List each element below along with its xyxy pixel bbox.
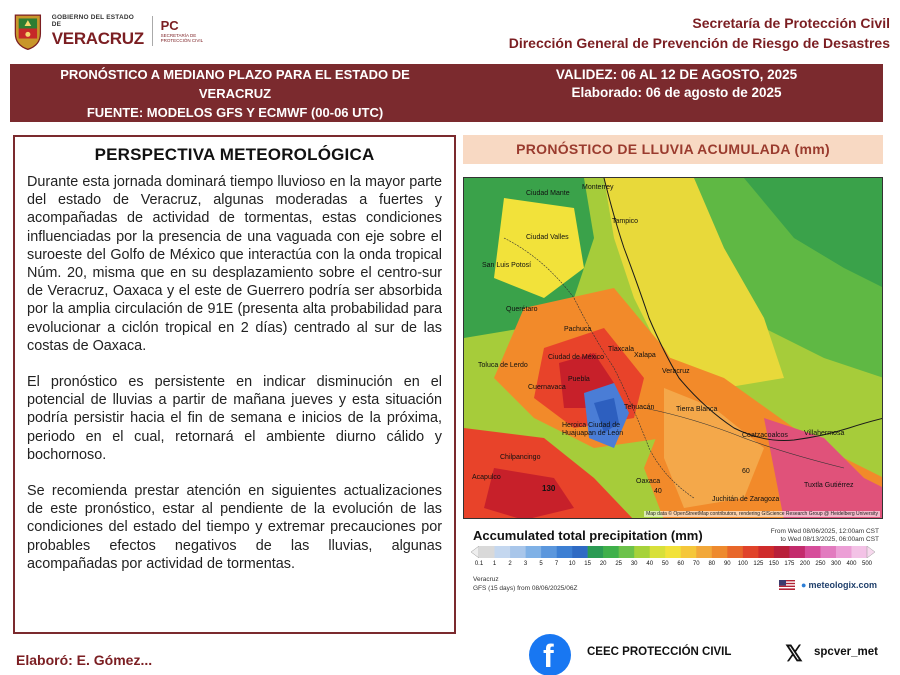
banner-line2: VERACRUZ xyxy=(198,86,272,101)
map-label-oaxaca: Oaxaca xyxy=(636,478,661,485)
map-value-130: 130 xyxy=(542,484,556,493)
map-value-60: 60 xyxy=(742,468,750,475)
map-label-cdmx: Ciudad de México xyxy=(548,354,605,361)
logo-divider xyxy=(152,16,153,46)
precipitation-scale xyxy=(463,520,883,620)
banner-left xyxy=(10,64,460,122)
scale-tick-label: 7 xyxy=(554,561,559,567)
scale-to-date: to Wed 08/13/2025, 06:00am CST xyxy=(780,536,879,543)
map-value-40: 40 xyxy=(654,488,662,495)
scale-color-swatch xyxy=(681,546,697,558)
scale-color-swatch xyxy=(789,546,805,558)
map-label-juchitan: Juchitán de Zaragoza xyxy=(712,496,780,503)
map-label-coatzacoalcos: Coatzacoalcos xyxy=(742,432,788,439)
map-label-tampico: Tampico xyxy=(612,218,639,225)
scale-tick-label: 70 xyxy=(692,561,700,567)
gov-main-text: VERACRUZ xyxy=(51,29,144,48)
scale-tick-label: 60 xyxy=(677,561,685,567)
perspectiva-paragraph-1: Durante esta jornada dominará tiempo lluvioso en la mayor parte del estado de Veracruz, algunas moderadas a fuertes y acompañadas de actividad de tormentas, estas condiciones influenciadas por la presencia de una vaguada con eje sobre el suroeste del Golfo de México que interactúa con la onda tropical Núm. 20, misma que en su desplazamiento sobre el centro-sur de Veracruz, Oaxaca y el este de Guerrero podría ser absorbida por la amplia circulación de 91E (presenta alta probabilidad para evolucionar a ciclón tropical en 2 días) centrado al sur de las costas de Oaxaca. xyxy=(27,174,442,354)
banner-right xyxy=(470,64,883,122)
map-label-xalapa: Xalapa xyxy=(634,352,656,359)
scale-color-swatch xyxy=(851,546,867,558)
us-flag-icon xyxy=(779,580,795,590)
scale-color-swatch xyxy=(650,546,666,558)
scale-tick-label: 100 xyxy=(737,561,748,567)
facebook-label[interactable]: CEEC PROTECCIÓN CIVIL xyxy=(587,646,732,658)
forecast-banner xyxy=(10,64,883,122)
scale-color-swatch xyxy=(743,546,759,558)
map-label-veracruz: Veracruz xyxy=(662,368,690,375)
secretaria-name: Secretaría de Protección Civil xyxy=(692,15,890,31)
banner-line3: FUENTE: MODELOS GFS Y ECMWF (00-06 UTC) xyxy=(86,105,384,120)
scale-tick-label: 90 xyxy=(723,561,731,567)
veracruz-shield-icon xyxy=(12,8,44,54)
x-handle-label[interactable]: spcver_met xyxy=(814,646,878,658)
elaboro-text: Elaboró: E. Gómez... xyxy=(16,652,153,668)
scale-from-date: From Wed 08/06/2025, 12:00am CST xyxy=(770,528,879,535)
map-label-acapulco: Acapulco xyxy=(472,474,501,481)
scale-tick-label: 400 xyxy=(846,561,857,567)
scale-color-swatch xyxy=(588,546,604,558)
meteologix-brand xyxy=(779,580,877,590)
scale-tick-label: 50 xyxy=(661,561,669,567)
perspectiva-paragraph-2: El pronóstico es persistente en indicar disminución en el potencial de lluvias a partir de mañana jueves y esta situación podría persistir hacia el fin de semana e inicios de la próxima, periodo en el cual, retornará el ambiente diurno cálido y bochornoso. xyxy=(27,374,442,463)
map-attribution: Map data © OpenStreetMap contributors, rendering GIScience Research Group @ Heidelberg University xyxy=(646,511,878,517)
map-label-monterrey: Monterrey xyxy=(582,184,614,191)
meteologix-text: meteologix.com xyxy=(808,580,877,590)
elaborado-text: Elaborado: 06 de agosto de 2025 xyxy=(571,85,782,100)
scale-color-swatch xyxy=(712,546,728,558)
perspectiva-paragraph-3: Se recomienda prestar atención en siguientes actualizaciones de este pronóstico, estar al pendiente de la evolución de las condiciones del estado del tiempo y extremar precauciones por probables efectos negativos de las lluvias, algunas acompañadas por actividad de tormentas. xyxy=(27,483,442,572)
scale-color-swatch xyxy=(696,546,712,558)
map-label-pachuca: Pachuca xyxy=(564,326,592,333)
scale-color-swatch xyxy=(526,546,542,558)
scale-tick-label: 175 xyxy=(784,561,795,567)
perspectiva-panel xyxy=(13,135,456,634)
scale-tick-label: 40 xyxy=(646,561,654,567)
secretaria-title xyxy=(509,13,890,53)
scale-color-swatch xyxy=(758,546,774,558)
scale-color-swatch xyxy=(805,546,821,558)
scale-model: GFS (15 days) from 08/06/2025/06Z xyxy=(473,585,578,592)
banner-line1: PRONÓSTICO A MEDIANO PLAZO PARA EL ESTADO DE xyxy=(60,67,410,82)
gov-top-text: GOBIERNO DEL ESTADO DE xyxy=(51,14,135,28)
perspectiva-title: PERSPECTIVA METEOROLÓGICA xyxy=(94,145,375,164)
scale-color-swatch xyxy=(572,546,588,558)
scale-color-swatch xyxy=(727,546,743,558)
scale-tick-label: 5 xyxy=(539,561,543,567)
scale-footer xyxy=(473,575,577,593)
pc-logo-subtext: SECRETARÍA DE PROTECCIÓN CIVIL xyxy=(160,33,204,43)
scale-arrow-right xyxy=(867,546,875,558)
scale-ticks xyxy=(471,561,875,571)
scale-color-swatch xyxy=(557,546,573,558)
scale-tick-label: 15 xyxy=(584,561,591,567)
map-label-tehuacan: Tehuacán xyxy=(624,404,655,411)
scale-color-swatch xyxy=(479,546,495,558)
scale-tick-label: 150 xyxy=(768,561,779,567)
scale-tick-label: 20 xyxy=(599,561,607,567)
scale-color-swatch xyxy=(541,546,557,558)
facebook-icon[interactable]: f xyxy=(529,634,571,675)
map-label-puebla: Puebla xyxy=(568,376,590,383)
map-label-toluca: Toluca de Lerdo xyxy=(478,362,528,369)
scale-arrow-left xyxy=(471,546,479,558)
scale-tick-label: 0.1 xyxy=(474,561,484,567)
scale-tick-label: 25 xyxy=(615,561,623,567)
scale-color-bar xyxy=(471,546,875,558)
direccion-name: Dirección General de Prevención de Riesgo de Desastres xyxy=(508,35,890,51)
map-label-cuernavaca: Cuernavaca xyxy=(528,384,566,391)
scale-tick-label: 30 xyxy=(630,561,638,567)
map-label-chilpancingo: Chilpancingo xyxy=(500,454,541,461)
government-logo xyxy=(12,6,227,56)
scale-tick-label: 3 xyxy=(523,561,528,567)
rain-forecast-title: PRONÓSTICO DE LLUVIA ACUMULADA (mm) xyxy=(463,135,883,164)
scale-tick-label: 125 xyxy=(753,561,764,567)
scale-tick-label: 2 xyxy=(508,561,512,567)
scale-tick-label: 500 xyxy=(861,561,873,567)
scale-color-swatch xyxy=(665,546,681,558)
x-twitter-icon[interactable]: 𝕏 xyxy=(785,641,803,666)
scale-tick-label: 200 xyxy=(799,561,810,567)
scale-tick-label: 10 xyxy=(568,561,576,567)
map-label-villahermosa: Villahermosa xyxy=(804,430,845,437)
precipitation-map xyxy=(463,177,883,519)
scale-color-swatch xyxy=(603,546,619,558)
map-label-slp: San Luis Potosí xyxy=(482,262,532,269)
scale-tick-label: 1 xyxy=(492,561,497,567)
map-label-tuxtla: Tuxtla Gutiérrez xyxy=(804,482,854,489)
scale-tick-label: 300 xyxy=(830,561,841,567)
pc-logo-text: PC xyxy=(160,18,179,33)
scale-dates xyxy=(771,528,879,544)
scale-color-swatch xyxy=(495,546,511,558)
scale-color-swatch xyxy=(774,546,790,558)
scale-color-swatch xyxy=(634,546,650,558)
scale-region: Veracruz xyxy=(473,576,499,583)
scale-color-swatch xyxy=(836,546,852,558)
meteologix-logo-icon: ● xyxy=(801,580,807,590)
scale-color-swatch xyxy=(510,546,526,558)
scale-color-swatch xyxy=(820,546,836,558)
map-label-ciudad-mante: Ciudad Mante xyxy=(526,190,570,197)
map-label-heroica: Heroica Ciudad de Huajuapan de León xyxy=(562,422,624,437)
map-label-tlaxcala: Tlaxcala xyxy=(608,346,635,353)
map-label-tierra-blanca: Tierra Blanca xyxy=(676,406,718,413)
validez-text: VALIDEZ: 06 AL 12 DE AGOSTO, 2025 xyxy=(555,67,798,82)
scale-tick-label: 250 xyxy=(815,561,826,567)
scale-title: Accumulated total precipitation (mm) xyxy=(473,528,703,543)
precipitation-map-svg xyxy=(464,178,883,519)
map-label-ciudad-valles: Ciudad Valles xyxy=(526,234,569,241)
scale-tick-label: 80 xyxy=(708,561,716,567)
map-label-queretaro: Querétaro xyxy=(506,306,538,313)
scale-color-swatch xyxy=(619,546,635,558)
